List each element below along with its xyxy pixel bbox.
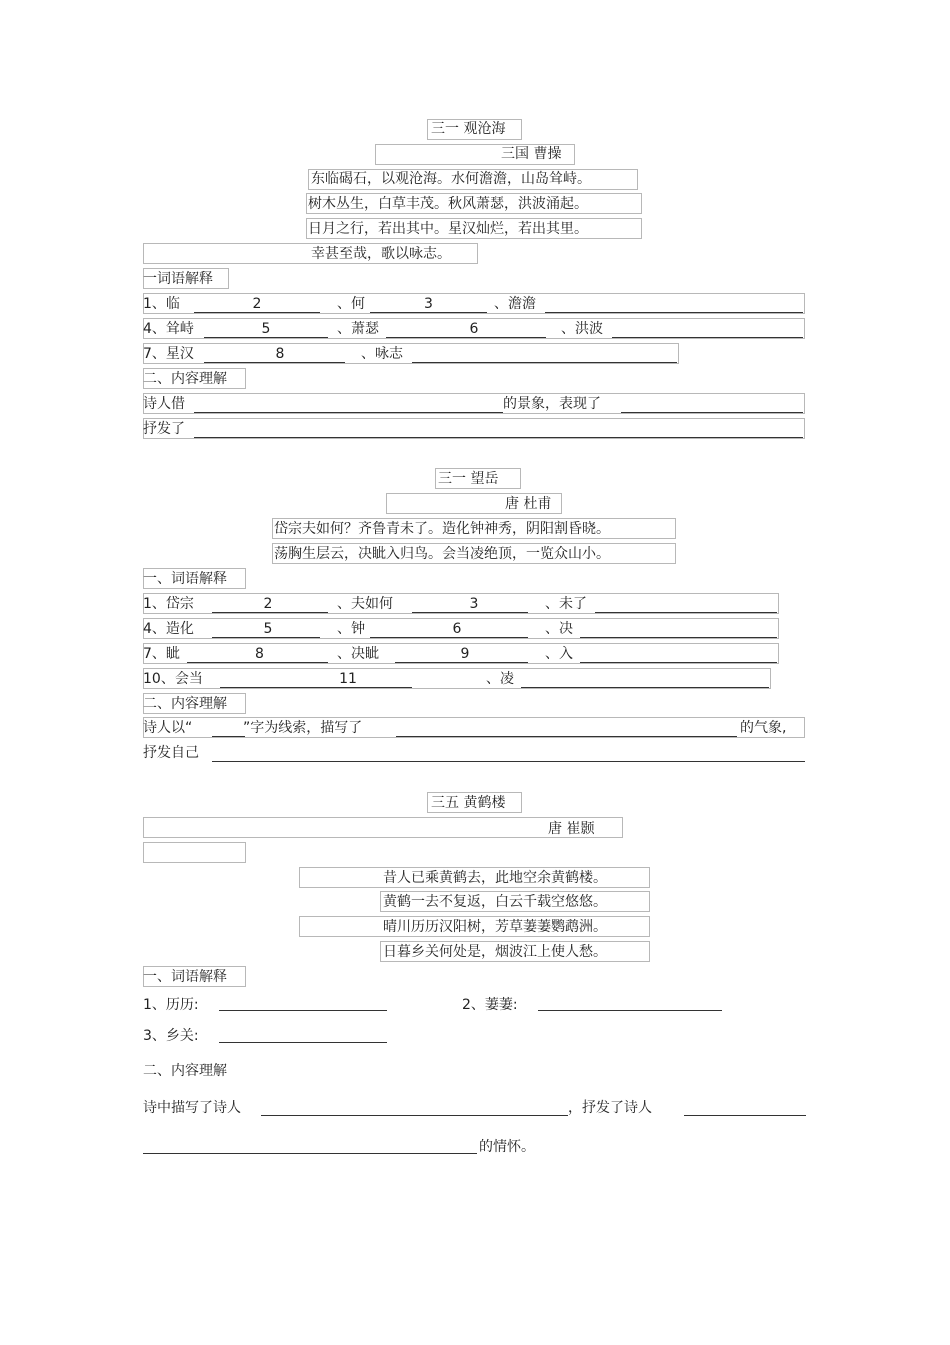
vocab-label: 1、岱宗 xyxy=(143,596,194,612)
blank-line[interactable] xyxy=(412,362,677,363)
section-heading: 二、内容理解 xyxy=(143,1063,227,1079)
poem-line: 日暮乡关何处是，烟波江上使人愁。 xyxy=(383,944,607,960)
section-heading: 二、内容理解 xyxy=(143,371,227,387)
vocab-label: 、澹澹 xyxy=(494,296,536,312)
vocab-label: 7、星汉 xyxy=(143,346,194,362)
question-text: 抒发了 xyxy=(143,421,185,437)
blank-number: 2 xyxy=(252,296,262,312)
vocab-label: 、决眦 xyxy=(337,646,379,662)
poem-title: 三五 黄鹤楼 xyxy=(431,795,506,811)
poem-line: 树木丛生，白草丰茂。秋风萧瑟，洪波涌起。 xyxy=(308,196,588,212)
section-heading: 二、内容理解 xyxy=(143,696,227,712)
blank-number: 6 xyxy=(452,621,462,637)
blank-line[interactable] xyxy=(219,1010,387,1011)
blank-number: 2 xyxy=(263,596,273,612)
poem-title: 三一 望岳 xyxy=(438,471,499,487)
blank-number: 3 xyxy=(469,596,479,612)
blank-number: 5 xyxy=(261,321,271,337)
blank-line[interactable] xyxy=(612,337,803,338)
blank-line[interactable] xyxy=(545,312,803,313)
answer-line[interactable] xyxy=(621,412,803,413)
vocab-label: 、洪波 xyxy=(561,321,603,337)
poem-author: 唐 崔颢 xyxy=(548,821,595,837)
question-text: 诗人以“ xyxy=(143,720,193,736)
blank-number: 8 xyxy=(275,346,285,362)
question-text: ”字为线索，描写了 xyxy=(243,720,363,736)
poem-author: 唐 杜甫 xyxy=(505,496,552,512)
vocab-label: 、何 xyxy=(337,296,365,312)
blank-line[interactable] xyxy=(521,687,769,688)
poem-line: 东临碣石，以观沧海。水何澹澹，山岛耸峙。 xyxy=(311,171,591,187)
question-text: 抒发自己 xyxy=(143,745,199,761)
poem-line: 幸甚至哉，歌以咏志。 xyxy=(311,246,451,262)
question-text: 的景象，表现了 xyxy=(503,396,601,412)
answer-line[interactable] xyxy=(212,761,805,762)
poem-line: 昔人已乘黄鹤去，此地空余黄鹤楼。 xyxy=(383,870,607,886)
blank-number: 11 xyxy=(339,671,357,687)
blank-line[interactable] xyxy=(580,662,777,663)
vocab-label: 3、乡关: xyxy=(143,1028,199,1044)
section-heading: 一、词语解释 xyxy=(143,571,227,587)
vocab-label: 4、造化 xyxy=(143,621,194,637)
blank-number: 5 xyxy=(263,621,273,637)
poem-line: 日月之行，若出其中。星汉灿烂，若出其里。 xyxy=(308,221,588,237)
blank-line[interactable] xyxy=(595,612,777,613)
blank-box xyxy=(143,842,246,863)
answer-line[interactable] xyxy=(396,736,737,737)
vocab-label: 7、眦 xyxy=(143,646,180,662)
blank-number: 9 xyxy=(460,646,470,662)
blank-line[interactable] xyxy=(219,1042,387,1043)
blank-line[interactable] xyxy=(538,1010,722,1011)
blank-number: 6 xyxy=(469,321,479,337)
question-text: 的情怀。 xyxy=(479,1139,535,1155)
row-box xyxy=(143,418,805,439)
vocab-label: 、夫如何 xyxy=(337,596,393,612)
vocab-label: 、咏志 xyxy=(361,346,403,362)
vocab-label: 、入 xyxy=(545,646,573,662)
vocab-label: 、萧瑟 xyxy=(337,321,379,337)
poem-line: 荡胸生层云，决眦入归鸟。会当凌绝顶，一览众山小。 xyxy=(274,546,610,562)
question-text: 的气象, xyxy=(740,720,787,736)
vocab-label: 、未了 xyxy=(545,596,587,612)
row-box xyxy=(143,393,805,414)
answer-line[interactable] xyxy=(261,1115,568,1116)
vocab-label: 、凌 xyxy=(486,671,514,687)
vocab-label: 1、临 xyxy=(143,296,180,312)
answer-line[interactable] xyxy=(143,1153,477,1154)
section-heading: 一、词语解释 xyxy=(143,969,227,985)
poem-line: 晴川历历汉阳树，芳草萋萋鹦鹉洲。 xyxy=(383,919,607,935)
answer-line[interactable] xyxy=(684,1115,806,1116)
section-heading: 一词语解释 xyxy=(143,271,213,287)
vocab-label: 1、历历: xyxy=(143,997,199,1013)
vocab-label: 4、耸峙 xyxy=(143,321,194,337)
blank-number: 8 xyxy=(255,646,264,662)
vocab-label: 、决 xyxy=(545,621,573,637)
vocab-label: 10、会当 xyxy=(143,671,203,687)
answer-line[interactable] xyxy=(194,437,803,438)
question-text: 诗中描写了诗人 xyxy=(143,1100,241,1116)
answer-line[interactable] xyxy=(212,736,245,737)
blank-number: 3 xyxy=(424,296,433,312)
poem-author: 三国 曹操 xyxy=(501,146,562,162)
blank-line[interactable] xyxy=(580,637,777,638)
poem-line: 岱宗夫如何？齐鲁青未了。造化钟神秀，阴阳割昏晓。 xyxy=(274,521,610,537)
vocab-label: 2、萋萋: xyxy=(462,997,518,1013)
poem-line: 黄鹤一去不复返，白云千载空悠悠。 xyxy=(383,894,607,910)
question-text: ，抒发了诗人 xyxy=(568,1100,652,1116)
vocab-label: 、钟 xyxy=(337,621,365,637)
poem-title: 三一 观沧海 xyxy=(431,121,506,137)
question-text: 诗人借 xyxy=(143,396,185,412)
answer-line[interactable] xyxy=(194,412,503,413)
